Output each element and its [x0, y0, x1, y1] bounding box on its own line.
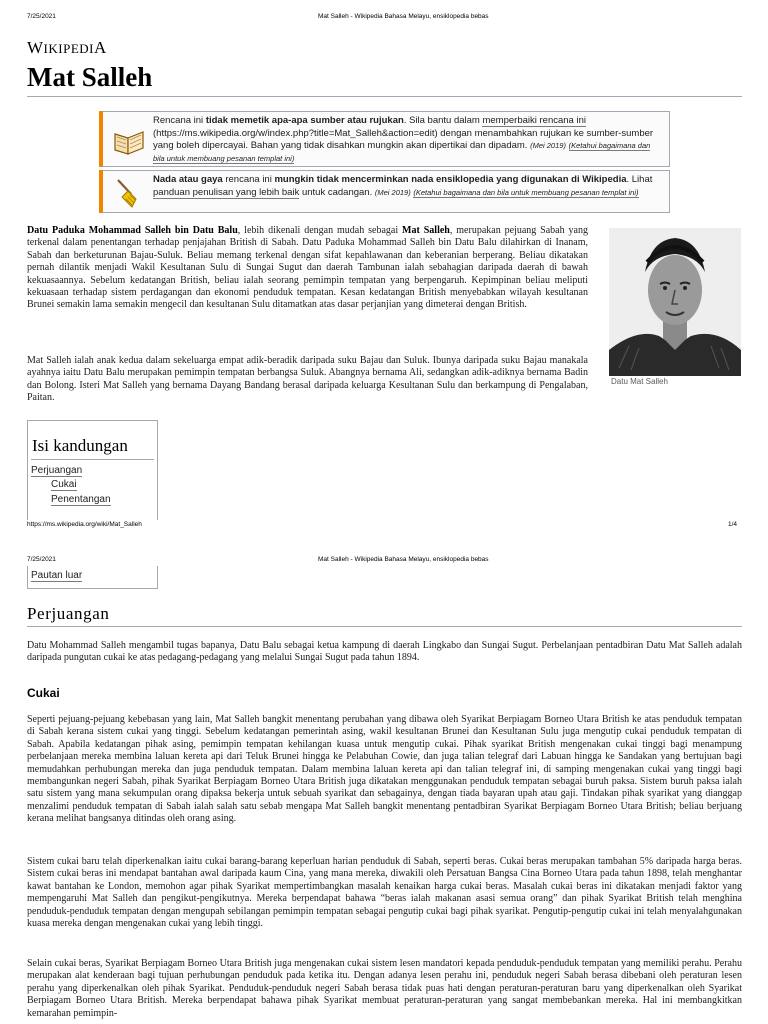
page-title: Mat Salleh — [27, 62, 153, 92]
logo-part: W — [27, 38, 44, 57]
table-of-contents-continued — [27, 566, 158, 589]
intro-paragraph — [27, 225, 588, 312]
notice-text-part: (https://ms.wikipedia.org/w/index.php?title=Mat_Salleh&action=edit) dengan menambahkan rujukan ke sumber-sumber yang boleh dipercayai. Bahan yang tidak disahkan mungkin akan dipertikai dan dipadam. — [153, 127, 654, 151]
table-of-contents — [27, 420, 158, 520]
portrait-image[interactable] — [609, 228, 741, 376]
print-footer-url: https://ms.wikipedia.org/wiki/Mat_Salleh — [27, 521, 142, 528]
notice-bold: Nada atau gaya — [153, 174, 223, 185]
perjuangan-paragraph: Datu Mohammad Salleh mengambil tugas bapanya, Datu Balu sebagai ketua kampung di daerah Lingkabo dan Sungai Sugut. Perbelanjaan pentadbiran Datu Mat Salleh adalah daripada pungutan cukai ke atas pedagang-pedagang yang melalui Sungai Sugut pada tahun 1894. — [27, 640, 742, 664]
notice-no-sources — [99, 111, 670, 167]
notice-text-part: untuk cadangan. — [299, 186, 373, 198]
notice-text-part: rencana ini — [222, 174, 275, 185]
toc-item-penentangan[interactable]: Penentangan — [51, 494, 111, 505]
notice-text-part: . Sila bantu dalam — [403, 115, 483, 126]
print-header-date: 7/25/2021 — [27, 13, 56, 20]
section-divider — [27, 626, 742, 627]
style-guide-link[interactable]: panduan penulisan yang lebih baik — [153, 186, 300, 198]
intro-text: , merupakan pejuang Sabah yang terkenal dalam penentangan terhadap penjajahan British di Sabah. Datu Paduka Mohammad Salleh bin Datu Balu dilahirkan di Inanam, Sabah dan berketurunan Bajau-Suluk. Beliau memang terkenal dengan sifat kepahlawanan dan keberanian berperang. Beliau dikatakan pernah dilantik menjadi Wakil Kesultanan Sulu di Sungai Sugut dan daerah Tambunan ialah sebahagian daripada daerah di bawah kekuasaannya. Sebelum kedatangan British, beliau ialah seorang pemimpin tempatan yang berpengaruh. Kepimpinan beliau meliputi kekuasaan terhadap sistem perdagangan dan ekonomi penduduk tempatan. Kesan kedatangan British menyebabkan wilayah kesultanan Brunei semakin lama semakin mengecil dan kesultanan Sulu ditamatkan atas dasar perjanjian yang dimeterai dengan British. — [27, 225, 588, 311]
notice-bold: mungkin tidak mencerminkan nada ensiklopedia yang digunakan di Wikipedia — [274, 174, 627, 185]
notice-bar — [99, 111, 103, 167]
improve-article-link[interactable]: memperbaiki rencana ini — [482, 115, 586, 126]
toc-item-perjuangan[interactable]: Perjuangan — [31, 465, 83, 476]
notice-text — [153, 115, 661, 165]
toc-item-pautan-luar[interactable]: Pautan luar — [31, 570, 83, 581]
remove-template-link[interactable]: (Ketahui bagaimana dan bila untuk membuang pesanan templat ini) — [153, 141, 651, 163]
subject-full-name: Datu Paduka Mohammad Salleh bin Datu Balu — [27, 225, 238, 236]
section-heading-perjuangan: Perjuangan — [27, 604, 110, 623]
cukai-paragraph-1: Seperti pejuang-pejuang kebebasan yang lain, Mat Salleh bangkit menentang perubahan yang dibawa oleh Syarikat Berpiagam Borneo Utara British ke atas penduduk tempatan di Sabah kerana sistem cukai yang tinggi. Sebelum kedatangan pemerintah asing, wakil kesultanan Brunei dan Kesultanan Sulu juga mengutip cukai penduduk tempatan di Sabah. Apabila kedatangan pihak asing, pemimpin tempatan kehilangan kuasa untuk mengutip cukai. Pihak syarikat British mengenakan cukai tinggi bagi menampung perbelanjaan mereka membina laluan kereta api dari Teluk Brunei hingga ke Pelabuhan Cowie, dan juga talian telegraf dari Labuan hingga ke Sandakan yang bertujuan bagi memudahkan perhubungan mereka dan juga penduduk tempatan. Dalam membina laluan kereta api dan talian telegraf ini, di samping mengenakan cukai yang tinggi bagi membangunkan negeri Sabah, pihak Syarikat Berpiagam Borneo Utara British juga dikatakan menggunakan penduduk tempatan sebagai buruh paksa. Sistem buruh paksa ialah satu sistem yang mana sekumpulan orang dipaksa bekerja untuk sebuah syarikat dan sebagainya, dengan tiada bayaran upah atau gaji. Tindakan pihak syarikat yang dianggap menzalimi penduduk tempatan di Sabah ialah salah satu sebab mengapa Mat Salleh bangkit menentang pentadbiran Syarikat Berpiagam Borneo Utara British; beliau berjuang kerana melihat bangsanya ditindas oleh orang asing. — [27, 714, 742, 825]
family-paragraph: Mat Salleh ialah anak kedua dalam sekeluarga empat adik-beradik daripada suku Bajau dan Suluk. Ibunya daripada suku Bajau manakala ayahnya iaitu Datu Balu merupakan pemimpin tempatan berbangsa Suluk. Abangnya bernama Ali, sedangkan adik-adiknya bernama Badin dan Bolong. Isteri Mat Salleh yang bernama Dayang Bandang berasal daripada keluarga Kesultanan Sulu dan berkampung di Pengalaban, Paitan. — [27, 355, 588, 404]
section-heading-cukai: Cukai — [27, 686, 60, 700]
portrait-caption: Datu Mat Salleh — [611, 377, 668, 386]
intro-text: , lebih dikenali dengan mudah sebagai — [237, 225, 403, 236]
toc-divider — [31, 459, 154, 460]
print-footer-page: 1/4 — [728, 521, 738, 528]
cukai-paragraph-3: Selain cukai beras, Syarikat Berpiagam Borneo Utara British juga mengenakan cukai sistem lesen mandatori kepada penduduk-penduduk tempatan yang memiliki perahu. Perahu merupakan alat kenderaan bagi tujuan perhubungan penduduk pada ketika itu. Dengan adanya lesen perahu ini, penduduk negeri Sabah berasa dibebani oleh peraturan lesen perahu yang diperkenalkan oleh pihak Syarikat. Penduduk-penduduk negeri Sabah berasa tidak puas hati dengan peraturan-peraturan baru yang diperkenalkan oleh Syarikat Berpiagam Borneo Utara British. Mereka berpendapat bahawa pihak Syarikat membuat peraturan-peraturan yang sangat membebankan mereka. Hal ini membangkitkan kemarahan pemimpin- — [27, 958, 742, 1019]
notice-tone — [99, 170, 670, 213]
book-icon — [112, 124, 146, 158]
notice-bar — [99, 170, 103, 213]
logo-part: A — [93, 38, 107, 57]
title-divider — [27, 96, 742, 97]
print-header-title: Mat Salleh - Wikipedia Bahasa Melayu, ensiklopedia bebas — [318, 13, 489, 20]
wikipedia-logo[interactable] — [27, 38, 107, 58]
subject-short-name: Mat Salleh — [402, 225, 450, 236]
cukai-paragraph-2: Sistem cukai baru telah diperkenalkan iaitu cukai barang-barang keperluan harian penduduk di Sabah, seperti beras. Cukai beras merupakan tambahan 5% daripada harga beras. Sistem cukai beras ini mendapat bantahan awal daripada kaum Cina, yang mana mereka, diwakili oleh Persatuan Bangsa Cina Borneo Utara pada tahun 1898, telah menghantar kawat bantahan ke London, memohon agar pihak Syarikat mempertimbangkan masalah kenaikan harga cukai beras. Masalah cukai beras ini dikatakan menjadi faktor yang mempengaruhi Mat Salleh dan pengikut-pengikutnya. Mereka berpendapat bahawa “beras ialah makanan asasi semua orang” dan pihak Syarikat British telah menghina penduduk-penduduk tempatan dengan mengupah sebilangan pemimpin tempatan sebagai pengutip cukai bagi pihak syarikat. Pengutip-pengutip cukai ini telah menyalahgunakan kuasa mereka dengan mengenakan cukai yang lebih tinggi. — [27, 856, 742, 930]
notice-text-part: . Lihat — [626, 174, 653, 185]
broom-icon — [112, 176, 146, 210]
notice-bold: tidak memetik apa-apa sumber atau rujukan — [205, 115, 404, 126]
toc-title: Isi kandungan — [32, 436, 128, 455]
notice-date: (Mei 2019) — [530, 141, 566, 150]
print-header-date: 7/25/2021 — [27, 556, 56, 563]
notice-text-part: Rencana ini — [153, 115, 206, 126]
notice-text — [153, 174, 661, 199]
remove-template-link[interactable]: (Ketahui bagaimana dan bila untuk membuang pesanan templat ini) — [413, 187, 639, 197]
notice-date: (Mei 2019) — [374, 187, 411, 197]
toc-item-cukai[interactable]: Cukai — [51, 479, 77, 490]
print-header-title: Mat Salleh - Wikipedia Bahasa Melayu, ensiklopedia bebas — [318, 556, 489, 563]
logo-part: IKIPEDI — [43, 41, 94, 56]
